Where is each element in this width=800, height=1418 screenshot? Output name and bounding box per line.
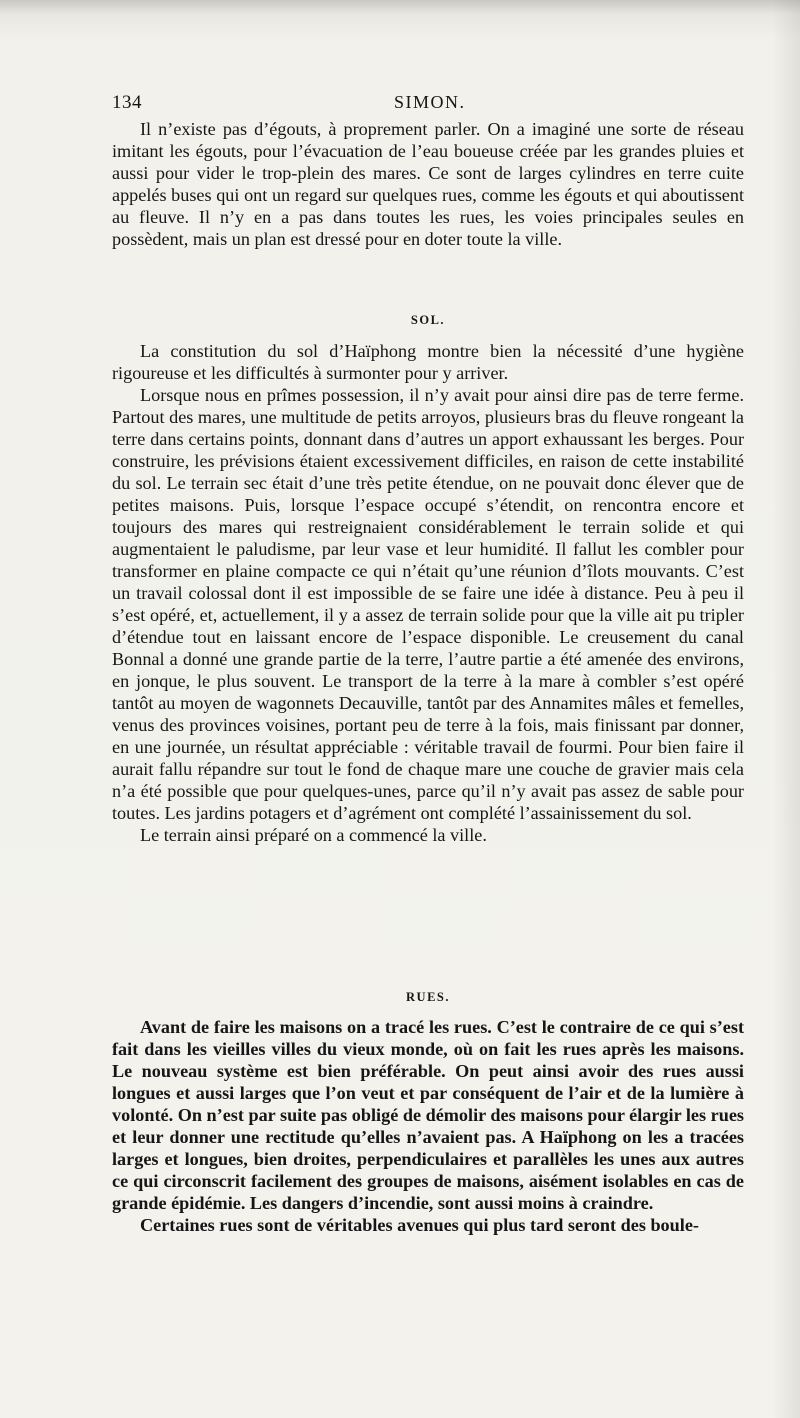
sol-paragraph-3: Le terrain ainsi préparé on a commencé la ville.: [140, 825, 487, 845]
sol-section: [112, 340, 744, 846]
page-edge-shadow: [772, 0, 800, 1418]
sol-paragraph-2: Lorsque nous en prîmes possession, il n’y avait pour ainsi dire pas de terre ferme. Partout des mares, une multitude de petits arroyos, plusieurs bras du fleuve rongeant la terre dans certains points, donnant dans d’autres un apport exhaussant les berges. Pour construire, les prévisions étaient excessivement difficiles, en raison de cette instabilité du sol. Le terrain sec était d’une très petite étendue, on ne pouvait donc élever que de petites maisons. Puis, lorsque l’espace occupé s’étendit, on rencontra encore et toujours des mares qui restreignaient considérablement le terrain solide et qui augmentaient le paludisme, par leur vase et leur humidité. Il fallut les combler pour transformer en plaine compacte ce qui n’était qu’une réunion d’îlots mouvants. C’est un travail colossal dont il est impossible de se faire une idée à distance. Peu à peu il s’est opéré, et, actuellement, il y a assez de terrain solide pour que la ville ait pu tripler d’étendue tout en laissant encore de l’espace disponible. Le creusement du canal Bonnal a donné une grande partie de la terre, l’autre partie a été amenée des environs, en jonque, le plus souvent. Le transport de la terre à la mare à combler s’est opéré tantôt au moyen de wagonnets Decauville, tantôt par des Annamites mâles et femelles, venus des provinces voisines, portant peu de terre à la fois, mais finissant par donner, en une journée, un résultat appréciable : véritable travail de fourmi. Pour bien faire il aurait fallu répandre sur tout le fond de chaque mare une couche de gravier mais cela n’a été possible que pour quelques-unes, parce qu’il n’y avait pas assez de sable pour toutes. Les jardins potagers et d’agrément ont complété l’assainissement du sol.: [112, 385, 744, 823]
rues-paragraph-1: Avant de faire les maisons on a tracé les rues. C’est le contraire de ce qui s’est fait dans les vieilles villes du vieux monde, où on fait les rues après les maisons. Le nouveau système est bien préférable. On peut ainsi avoir des rues aussi longues et aussi larges que l’on veut et par conséquent de l’air et de la lumière à volonté. On n’est par suite pas obligé de démolir des maisons pour élargir les rues et leur donner une rectitude qu’elles n’avaient pas. A Haïphong on les a tracées larges et longues, bien droites, perpendiculaires et parallèles les unes aux autres ce qui circonscrit facilement des groupes de maisons, aisément isolables en cas de grande épidémie. Les dangers d’incendie, sont aussi moins à craindre.: [112, 1017, 744, 1213]
running-title: SIMON.: [394, 92, 466, 112]
section-heading-rues: RUES.: [406, 990, 450, 1004]
sol-paragraph-1: La constitution du sol d’Haïphong montre bien la nécessité d’une hygiène rigoureuse et les difficultés à surmonter pour y arriver.: [112, 341, 744, 383]
section-heading-sol: SOL.: [410, 313, 446, 327]
page-number: 134: [112, 92, 142, 113]
intro-section: [112, 118, 744, 250]
running-head: [112, 92, 744, 118]
rues-section: [112, 1016, 744, 1236]
rues-paragraph-2: Certaines rues sont de véritables avenues qui plus tard seront des boule-: [140, 1215, 699, 1235]
intro-paragraph: Il n’existe pas d’égouts, à proprement parler. On a imaginé une sorte de réseau imitant les égouts, pour l’évacuation de l’eau boueuse créée par les grandes pluies et aussi pour vider le trop-plein des mares. Ce sont de larges cylindres en terre cuite appelés buses qui ont un regard sur quelques rues, comme les égouts et qui aboutissent au fleuve. Il n’y en a pas dans toutes les rues, les voies principales seules en possèdent, mais un plan est dressé pour en doter toute la ville.: [112, 119, 744, 249]
